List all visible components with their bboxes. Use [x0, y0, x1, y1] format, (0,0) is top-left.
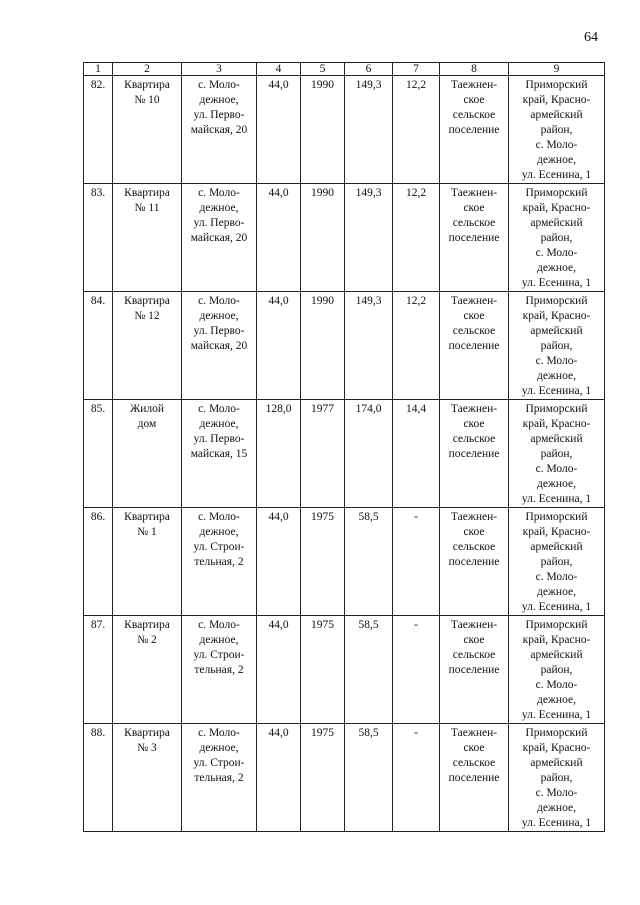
column-number-row: [84, 63, 605, 76]
row-number: 83.: [90, 187, 106, 199]
depreciation-cell: [393, 508, 440, 616]
year-cell: [301, 724, 345, 832]
object-address: с. Моло- дежное, ул. Строи- тельная, 2: [193, 511, 245, 568]
object-address: с. Моло- дежное, ул. Строи- тельная, 2: [193, 727, 245, 784]
object-address-cell: [182, 400, 257, 508]
object-name-cell: [113, 76, 182, 184]
row-number-cell: [84, 400, 113, 508]
holder-address-cell: [509, 184, 605, 292]
column-header: 4: [257, 63, 301, 76]
depreciation-value: 14,4: [405, 403, 427, 415]
year-cell: [301, 400, 345, 508]
column-header: 9: [509, 63, 605, 76]
holder-name: Таежнен- ское сельское поселение: [448, 727, 500, 784]
holder-address-cell: [509, 724, 605, 832]
holder-address: Приморский край, Красно- армейский район, с. Моло- дежное, ул. Есенина, 1: [521, 295, 592, 397]
depreciation-cell: [393, 724, 440, 832]
value-cell: [345, 184, 393, 292]
value-cell: [345, 400, 393, 508]
object-name: Квартира № 10: [124, 79, 170, 106]
book-value: 58,5: [358, 619, 379, 631]
object-address-cell: [182, 292, 257, 400]
table-row: [84, 76, 605, 184]
holder-cell: [440, 616, 509, 724]
object-name-cell: [113, 724, 182, 832]
column-header: 2: [113, 63, 182, 76]
row-number-cell: [84, 724, 113, 832]
object-name: Квартира № 3: [124, 727, 170, 754]
holder-address-cell: [509, 292, 605, 400]
area-cell: [257, 400, 301, 508]
depreciation-cell: [393, 184, 440, 292]
holder-name: Таежнен- ское сельское поселение: [448, 403, 500, 460]
holder-cell: [440, 508, 509, 616]
year-cell: [301, 184, 345, 292]
object-address: с. Моло- дежное, ул. Строи- тельная, 2: [193, 619, 245, 676]
row-number: 82.: [90, 79, 106, 91]
holder-cell: [440, 184, 509, 292]
row-number-cell: [84, 76, 113, 184]
year-cell: [301, 76, 345, 184]
row-number: 86.: [90, 511, 106, 523]
book-value: 149,3: [355, 79, 382, 91]
area-value: 44,0: [268, 619, 289, 631]
row-number: 87.: [90, 619, 106, 631]
area-value: 44,0: [268, 727, 289, 739]
holder-name: Таежнен- ское сельское поселение: [448, 619, 500, 676]
depreciation-value: 12,2: [405, 187, 427, 199]
object-address-cell: [182, 508, 257, 616]
value-cell: [345, 292, 393, 400]
depreciation-cell: [393, 400, 440, 508]
year-cell: [301, 292, 345, 400]
object-name: Жилой дом: [129, 403, 165, 430]
column-header: 6: [345, 63, 393, 76]
year-cell: [301, 508, 345, 616]
depreciation-value: 12,2: [405, 79, 427, 91]
book-value: 149,3: [355, 187, 382, 199]
object-name-cell: [113, 508, 182, 616]
value-cell: [345, 724, 393, 832]
area-value: 44,0: [268, 511, 289, 523]
area-value: 44,0: [268, 295, 289, 307]
holder-address-cell: [509, 76, 605, 184]
holder-name: Таежнен- ское сельское поселение: [448, 511, 500, 568]
holder-address: Приморский край, Красно- армейский район, с. Моло- дежное, ул. Есенина, 1: [521, 403, 592, 505]
year-value: 1990: [311, 295, 334, 307]
area-value: 128,0: [265, 403, 292, 415]
depreciation-value: -: [414, 619, 418, 631]
depreciation-value: -: [414, 511, 418, 523]
holder-cell: [440, 724, 509, 832]
object-address: с. Моло- дежное, ул. Перво- майская, 20: [190, 187, 248, 244]
holder-cell: [440, 292, 509, 400]
year-value: 1990: [311, 187, 334, 199]
row-number-cell: [84, 184, 113, 292]
table-row: [84, 616, 605, 724]
table-row: [84, 508, 605, 616]
column-header: 3: [182, 63, 257, 76]
area-value: 44,0: [268, 79, 289, 91]
book-value: 58,5: [358, 727, 379, 739]
row-number: 84.: [90, 295, 106, 307]
holder-address: Приморский край, Красно- армейский район, с. Моло- дежное, ул. Есенина, 1: [521, 511, 592, 613]
year-value: 1975: [311, 619, 334, 631]
area-cell: [257, 724, 301, 832]
row-number-cell: [84, 508, 113, 616]
holder-name: Таежнен- ское сельское поселение: [448, 79, 500, 136]
area-cell: [257, 76, 301, 184]
table-row: [84, 184, 605, 292]
column-header: 1: [84, 63, 113, 76]
depreciation-cell: [393, 76, 440, 184]
holder-address: Приморский край, Красно- армейский район, с. Моло- дежное, ул. Есенина, 1: [521, 619, 592, 721]
year-value: 1975: [311, 511, 334, 523]
depreciation-cell: [393, 616, 440, 724]
area-cell: [257, 508, 301, 616]
holder-address: Приморский край, Красно- армейский район, с. Моло- дежное, ул. Есенина, 1: [521, 727, 592, 829]
depreciation-cell: [393, 292, 440, 400]
row-number-cell: [84, 616, 113, 724]
object-name: Квартира № 1: [124, 511, 170, 538]
area-cell: [257, 616, 301, 724]
column-header: 8: [440, 63, 509, 76]
year-value: 1990: [311, 79, 334, 91]
column-header: 7: [393, 63, 440, 76]
object-address-cell: [182, 184, 257, 292]
holder-address: Приморский край, Красно- армейский район, с. Моло- дежное, ул. Есенина, 1: [521, 187, 592, 289]
depreciation-value: -: [414, 727, 418, 739]
holder-name: Таежнен- ское сельское поселение: [448, 187, 500, 244]
object-address: с. Моло- дежное, ул. Перво- майская, 15: [190, 403, 248, 460]
property-registry-table: [83, 62, 605, 832]
book-value: 174,0: [355, 403, 382, 415]
holder-address-cell: [509, 508, 605, 616]
value-cell: [345, 616, 393, 724]
object-address: с. Моло- дежное, ул. Перво- майская, 20: [190, 295, 248, 352]
table-row: [84, 724, 605, 832]
depreciation-value: 12,2: [405, 295, 427, 307]
table-row: [84, 292, 605, 400]
holder-cell: [440, 400, 509, 508]
object-name: Квартира № 12: [124, 295, 170, 322]
value-cell: [345, 508, 393, 616]
table-row: [84, 400, 605, 508]
object-name-cell: [113, 292, 182, 400]
row-number: 88.: [90, 727, 106, 739]
object-address-cell: [182, 616, 257, 724]
area-cell: [257, 184, 301, 292]
object-address: с. Моло- дежное, ул. Перво- майская, 20: [190, 79, 248, 136]
area-value: 44,0: [268, 187, 289, 199]
object-address-cell: [182, 724, 257, 832]
year-cell: [301, 616, 345, 724]
book-value: 58,5: [358, 511, 379, 523]
holder-name: Таежнен- ское сельское поселение: [448, 295, 500, 352]
row-number: 85.: [90, 403, 106, 415]
object-name-cell: [113, 184, 182, 292]
year-value: 1975: [311, 727, 334, 739]
column-header: 5: [301, 63, 345, 76]
object-address-cell: [182, 76, 257, 184]
object-name-cell: [113, 400, 182, 508]
object-name-cell: [113, 616, 182, 724]
object-name: Квартира № 11: [124, 187, 170, 214]
row-number-cell: [84, 292, 113, 400]
year-value: 1977: [311, 403, 334, 415]
value-cell: [345, 76, 393, 184]
book-value: 149,3: [355, 295, 382, 307]
object-name: Квартира № 2: [124, 619, 170, 646]
area-cell: [257, 292, 301, 400]
holder-address-cell: [509, 400, 605, 508]
page-number: 64: [584, 30, 598, 45]
holder-address-cell: [509, 616, 605, 724]
holder-address: Приморский край, Красно- армейский район, с. Моло- дежное, ул. Есенина, 1: [521, 79, 592, 181]
holder-cell: [440, 76, 509, 184]
